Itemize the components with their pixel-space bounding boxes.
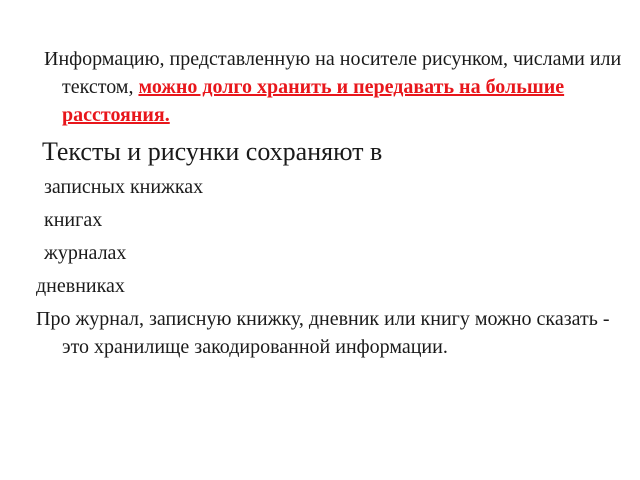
intro-text: Информацию, представленную на носителе рисунком, числами или текстом,: [44, 48, 622, 98]
list-item-notebooks: записных книжках: [44, 176, 204, 198]
list-item-diaries: дневниках: [36, 275, 125, 297]
intro-highlight: можно долго хранить и передавать на большие расстояния.: [62, 76, 565, 126]
intro-paragraph: [44, 45, 622, 129]
list-item-magazines: журналах: [44, 242, 127, 264]
conclusion-paragraph: Про журнал, записную книжку, дневник или книгу можно сказать - это хранилище закодированной информации.: [36, 308, 610, 358]
heading-text: Тексты и рисунки сохраняют в: [42, 137, 383, 166]
list-item-books: книгах: [44, 209, 103, 231]
